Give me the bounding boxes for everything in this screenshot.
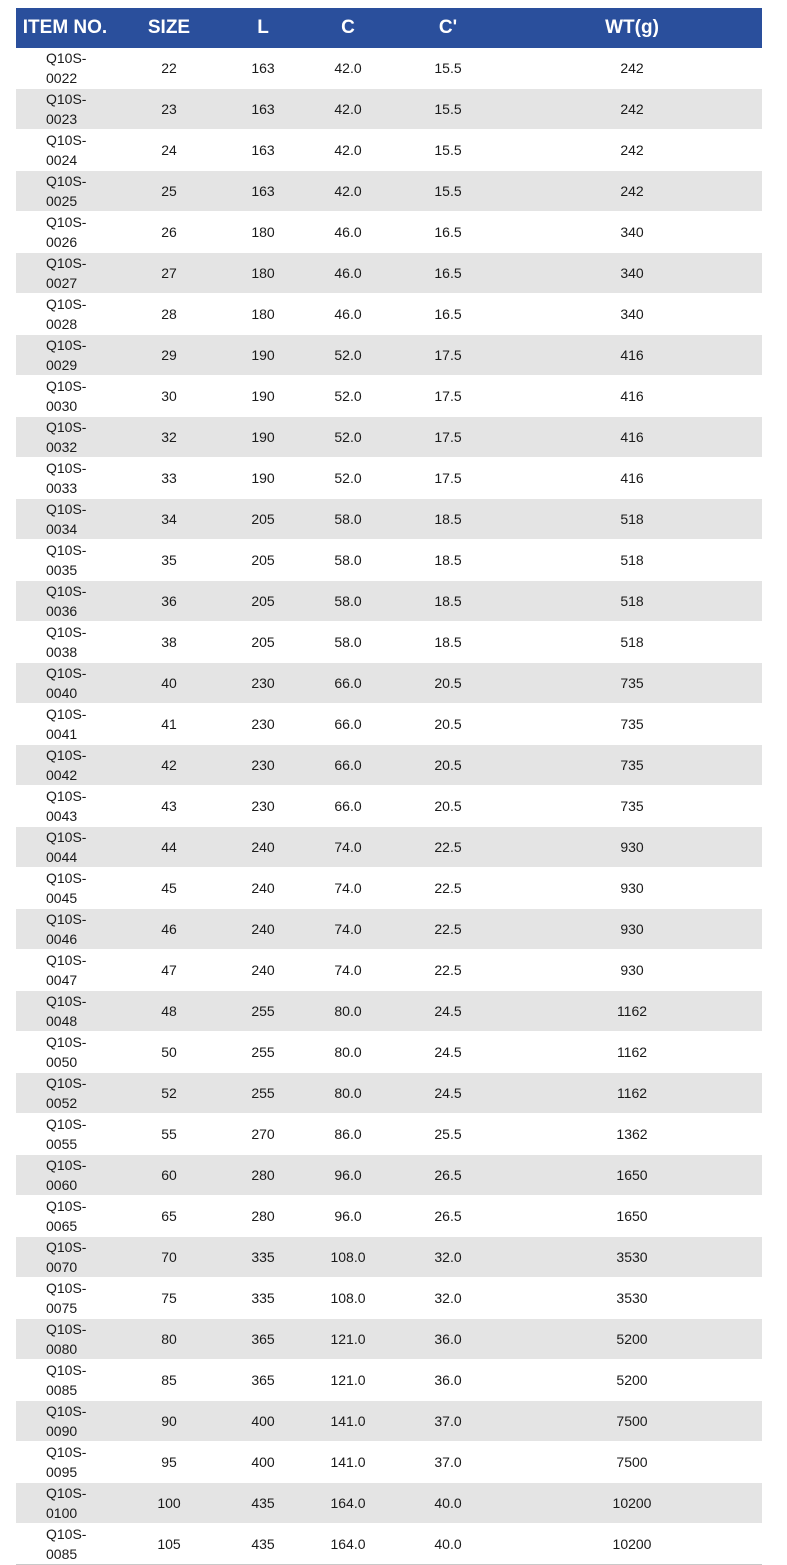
weight-cell: 3530 (502, 1237, 762, 1278)
size-cell: 105 (114, 1524, 224, 1565)
table-row (16, 335, 762, 376)
item-no-cell: Q10S-0024 (16, 130, 114, 171)
table-row (16, 1524, 762, 1565)
c-cell: 58.0 (302, 622, 394, 663)
weight-cell: 340 (502, 253, 762, 294)
c-prime-cell: 24.5 (394, 1032, 502, 1073)
size-cell: 52 (114, 1073, 224, 1114)
c-cell: 52.0 (302, 417, 394, 458)
size-cell: 27 (114, 253, 224, 294)
table-row (16, 704, 762, 745)
l-cell: 240 (224, 868, 302, 909)
weight-cell: 518 (502, 581, 762, 622)
c-prime-cell: 18.5 (394, 540, 502, 581)
c-cell: 80.0 (302, 991, 394, 1032)
c-prime-cell: 22.5 (394, 909, 502, 950)
c-cell: 46.0 (302, 212, 394, 253)
table-row (16, 253, 762, 294)
table-row (16, 1483, 762, 1524)
weight-cell: 518 (502, 622, 762, 663)
c-prime-cell: 22.5 (394, 868, 502, 909)
item-no-cell: Q10S-0029 (16, 335, 114, 376)
item-no-cell: Q10S-0032 (16, 417, 114, 458)
item-no-cell: Q10S-0048 (16, 991, 114, 1032)
table-row (16, 1155, 762, 1196)
table-row (16, 540, 762, 581)
weight-cell: 518 (502, 499, 762, 540)
c-prime-cell: 22.5 (394, 950, 502, 991)
l-cell: 280 (224, 1196, 302, 1237)
size-cell: 44 (114, 827, 224, 868)
c-cell: 141.0 (302, 1401, 394, 1442)
l-cell: 180 (224, 212, 302, 253)
l-cell: 240 (224, 827, 302, 868)
weight-cell: 1650 (502, 1196, 762, 1237)
item-no-cell: Q10S-0035 (16, 540, 114, 581)
weight-cell: 735 (502, 745, 762, 786)
l-cell: 255 (224, 991, 302, 1032)
c-cell: 42.0 (302, 48, 394, 89)
c-prime-cell: 15.5 (394, 171, 502, 212)
weight-cell: 242 (502, 89, 762, 130)
c-prime-cell: 24.5 (394, 991, 502, 1032)
c-cell: 121.0 (302, 1360, 394, 1401)
l-cell: 163 (224, 89, 302, 130)
weight-cell: 340 (502, 294, 762, 335)
table-row (16, 171, 762, 212)
item-no-cell: Q10S-0045 (16, 868, 114, 909)
c-prime-cell: 16.5 (394, 294, 502, 335)
table-row (16, 48, 762, 89)
table-row (16, 1319, 762, 1360)
size-cell: 46 (114, 909, 224, 950)
c-cell: 108.0 (302, 1237, 394, 1278)
l-cell: 240 (224, 950, 302, 991)
table-row (16, 1237, 762, 1278)
size-cell: 33 (114, 458, 224, 499)
l-cell: 240 (224, 909, 302, 950)
item-no-cell: Q10S-0050 (16, 1032, 114, 1073)
table-row (16, 89, 762, 130)
c-prime-cell: 40.0 (394, 1524, 502, 1565)
weight-cell: 7500 (502, 1442, 762, 1483)
size-cell: 30 (114, 376, 224, 417)
c-cell: 42.0 (302, 130, 394, 171)
table-row (16, 868, 762, 909)
item-no-cell: Q10S-0033 (16, 458, 114, 499)
item-no-cell: Q10S-0036 (16, 581, 114, 622)
table-row (16, 294, 762, 335)
item-no-cell: Q10S-0090 (16, 1401, 114, 1442)
l-cell: 435 (224, 1483, 302, 1524)
l-cell: 255 (224, 1032, 302, 1073)
size-cell: 47 (114, 950, 224, 991)
weight-cell: 5200 (502, 1319, 762, 1360)
c-prime-cell: 40.0 (394, 1483, 502, 1524)
size-cell: 50 (114, 1032, 224, 1073)
size-cell: 38 (114, 622, 224, 663)
l-cell: 205 (224, 581, 302, 622)
table-row (16, 745, 762, 786)
table-header (16, 8, 762, 48)
size-cell: 75 (114, 1278, 224, 1319)
table-row (16, 1360, 762, 1401)
l-cell: 190 (224, 417, 302, 458)
item-no-cell: Q10S-0043 (16, 786, 114, 827)
header-c: C (302, 8, 394, 48)
c-cell: 58.0 (302, 581, 394, 622)
c-cell: 86.0 (302, 1114, 394, 1155)
table-body (16, 48, 762, 1565)
item-no-cell: Q10S-0041 (16, 704, 114, 745)
c-prime-cell: 17.5 (394, 417, 502, 458)
item-no-cell: Q10S-0085 (16, 1524, 114, 1565)
c-cell: 52.0 (302, 458, 394, 499)
table-row (16, 909, 762, 950)
size-cell: 29 (114, 335, 224, 376)
l-cell: 365 (224, 1360, 302, 1401)
table-row (16, 1401, 762, 1442)
c-prime-cell: 32.0 (394, 1278, 502, 1319)
c-cell: 46.0 (302, 253, 394, 294)
c-prime-cell: 36.0 (394, 1360, 502, 1401)
item-no-cell: Q10S-0100 (16, 1483, 114, 1524)
c-prime-cell: 18.5 (394, 581, 502, 622)
table-row (16, 950, 762, 991)
c-cell: 74.0 (302, 909, 394, 950)
weight-cell: 1162 (502, 1032, 762, 1073)
weight-cell: 242 (502, 171, 762, 212)
item-no-cell: Q10S-0022 (16, 48, 114, 89)
c-cell: 42.0 (302, 171, 394, 212)
weight-cell: 242 (502, 48, 762, 89)
header-item-no: ITEM NO. (16, 8, 114, 48)
c-cell: 141.0 (302, 1442, 394, 1483)
c-prime-cell: 16.5 (394, 212, 502, 253)
c-cell: 74.0 (302, 827, 394, 868)
table-row (16, 1114, 762, 1155)
c-prime-cell: 36.0 (394, 1319, 502, 1360)
item-no-cell: Q10S-0042 (16, 745, 114, 786)
table-row (16, 786, 762, 827)
weight-cell: 416 (502, 417, 762, 458)
c-prime-cell: 37.0 (394, 1442, 502, 1483)
table-row (16, 663, 762, 704)
item-no-cell: Q10S-0047 (16, 950, 114, 991)
weight-cell: 930 (502, 827, 762, 868)
table-row (16, 991, 762, 1032)
c-cell: 80.0 (302, 1073, 394, 1114)
weight-cell: 735 (502, 786, 762, 827)
size-cell: 65 (114, 1196, 224, 1237)
c-prime-cell: 18.5 (394, 499, 502, 540)
c-cell: 52.0 (302, 376, 394, 417)
l-cell: 400 (224, 1401, 302, 1442)
c-prime-cell: 22.5 (394, 827, 502, 868)
item-no-cell: Q10S-0040 (16, 663, 114, 704)
l-cell: 230 (224, 663, 302, 704)
c-prime-cell: 20.5 (394, 745, 502, 786)
weight-cell: 1162 (502, 1073, 762, 1114)
l-cell: 190 (224, 458, 302, 499)
item-no-cell: Q10S-0046 (16, 909, 114, 950)
table-row (16, 212, 762, 253)
l-cell: 335 (224, 1278, 302, 1319)
l-cell: 400 (224, 1442, 302, 1483)
size-cell: 90 (114, 1401, 224, 1442)
c-prime-cell: 25.5 (394, 1114, 502, 1155)
weight-cell: 735 (502, 663, 762, 704)
item-no-cell: Q10S-0052 (16, 1073, 114, 1114)
weight-cell: 10200 (502, 1483, 762, 1524)
table-row (16, 1073, 762, 1114)
table-row (16, 827, 762, 868)
spec-table (16, 8, 762, 1565)
weight-cell: 340 (502, 212, 762, 253)
l-cell: 230 (224, 786, 302, 827)
item-no-cell: Q10S-0080 (16, 1319, 114, 1360)
c-cell: 66.0 (302, 704, 394, 745)
l-cell: 205 (224, 499, 302, 540)
c-prime-cell: 18.5 (394, 622, 502, 663)
c-prime-cell: 17.5 (394, 376, 502, 417)
item-no-cell: Q10S-0044 (16, 827, 114, 868)
l-cell: 365 (224, 1319, 302, 1360)
l-cell: 205 (224, 540, 302, 581)
size-cell: 45 (114, 868, 224, 909)
c-cell: 74.0 (302, 950, 394, 991)
item-no-cell: Q10S-0038 (16, 622, 114, 663)
c-cell: 42.0 (302, 89, 394, 130)
size-cell: 22 (114, 48, 224, 89)
table-row (16, 376, 762, 417)
l-cell: 335 (224, 1237, 302, 1278)
c-prime-cell: 15.5 (394, 48, 502, 89)
c-cell: 108.0 (302, 1278, 394, 1319)
size-cell: 100 (114, 1483, 224, 1524)
l-cell: 190 (224, 335, 302, 376)
c-cell: 74.0 (302, 868, 394, 909)
weight-cell: 1650 (502, 1155, 762, 1196)
weight-cell: 1162 (502, 991, 762, 1032)
header-c-prime: C' (394, 8, 502, 48)
size-cell: 26 (114, 212, 224, 253)
c-prime-cell: 26.5 (394, 1155, 502, 1196)
c-cell: 121.0 (302, 1319, 394, 1360)
l-cell: 280 (224, 1155, 302, 1196)
c-prime-cell: 20.5 (394, 786, 502, 827)
weight-cell: 930 (502, 909, 762, 950)
c-prime-cell: 20.5 (394, 663, 502, 704)
c-cell: 164.0 (302, 1483, 394, 1524)
size-cell: 95 (114, 1442, 224, 1483)
c-cell: 66.0 (302, 745, 394, 786)
c-prime-cell: 17.5 (394, 458, 502, 499)
item-no-cell: Q10S-0028 (16, 294, 114, 335)
size-cell: 25 (114, 171, 224, 212)
c-cell: 66.0 (302, 786, 394, 827)
c-prime-cell: 15.5 (394, 130, 502, 171)
size-cell: 70 (114, 1237, 224, 1278)
item-no-cell: Q10S-0085 (16, 1360, 114, 1401)
size-cell: 28 (114, 294, 224, 335)
size-cell: 41 (114, 704, 224, 745)
c-cell: 46.0 (302, 294, 394, 335)
c-cell: 66.0 (302, 663, 394, 704)
header-row (16, 8, 762, 48)
size-cell: 32 (114, 417, 224, 458)
table-row (16, 1442, 762, 1483)
size-cell: 55 (114, 1114, 224, 1155)
table-row (16, 1032, 762, 1073)
l-cell: 163 (224, 48, 302, 89)
l-cell: 180 (224, 253, 302, 294)
c-cell: 52.0 (302, 335, 394, 376)
weight-cell: 930 (502, 950, 762, 991)
weight-cell: 416 (502, 458, 762, 499)
table-row (16, 130, 762, 171)
table-row (16, 581, 762, 622)
size-cell: 42 (114, 745, 224, 786)
item-no-cell: Q10S-0026 (16, 212, 114, 253)
l-cell: 180 (224, 294, 302, 335)
weight-cell: 242 (502, 130, 762, 171)
size-cell: 85 (114, 1360, 224, 1401)
weight-cell: 930 (502, 868, 762, 909)
l-cell: 163 (224, 130, 302, 171)
weight-cell: 5200 (502, 1360, 762, 1401)
size-cell: 23 (114, 89, 224, 130)
header-l: L (224, 8, 302, 48)
size-cell: 80 (114, 1319, 224, 1360)
item-no-cell: Q10S-0065 (16, 1196, 114, 1237)
table-row (16, 622, 762, 663)
item-no-cell: Q10S-0075 (16, 1278, 114, 1319)
c-cell: 96.0 (302, 1155, 394, 1196)
item-no-cell: Q10S-0023 (16, 89, 114, 130)
c-prime-cell: 15.5 (394, 89, 502, 130)
weight-cell: 3530 (502, 1278, 762, 1319)
header-weight: WT(g) (502, 8, 762, 48)
item-no-cell: Q10S-0070 (16, 1237, 114, 1278)
c-prime-cell: 16.5 (394, 253, 502, 294)
weight-cell: 7500 (502, 1401, 762, 1442)
c-prime-cell: 26.5 (394, 1196, 502, 1237)
item-no-cell: Q10S-0027 (16, 253, 114, 294)
l-cell: 205 (224, 622, 302, 663)
l-cell: 230 (224, 745, 302, 786)
size-cell: 43 (114, 786, 224, 827)
size-cell: 34 (114, 499, 224, 540)
item-no-cell: Q10S-0055 (16, 1114, 114, 1155)
l-cell: 255 (224, 1073, 302, 1114)
size-cell: 40 (114, 663, 224, 704)
c-prime-cell: 24.5 (394, 1073, 502, 1114)
c-cell: 164.0 (302, 1524, 394, 1565)
weight-cell: 1362 (502, 1114, 762, 1155)
c-prime-cell: 32.0 (394, 1237, 502, 1278)
size-cell: 48 (114, 991, 224, 1032)
size-cell: 24 (114, 130, 224, 171)
l-cell: 435 (224, 1524, 302, 1565)
weight-cell: 10200 (502, 1524, 762, 1565)
l-cell: 270 (224, 1114, 302, 1155)
weight-cell: 416 (502, 376, 762, 417)
size-cell: 60 (114, 1155, 224, 1196)
c-prime-cell: 17.5 (394, 335, 502, 376)
table-row (16, 417, 762, 458)
c-cell: 58.0 (302, 499, 394, 540)
table-row (16, 458, 762, 499)
weight-cell: 735 (502, 704, 762, 745)
weight-cell: 518 (502, 540, 762, 581)
l-cell: 190 (224, 376, 302, 417)
c-cell: 58.0 (302, 540, 394, 581)
item-no-cell: Q10S-0025 (16, 171, 114, 212)
item-no-cell: Q10S-0060 (16, 1155, 114, 1196)
weight-cell: 416 (502, 335, 762, 376)
item-no-cell: Q10S-0095 (16, 1442, 114, 1483)
l-cell: 163 (224, 171, 302, 212)
table-row (16, 499, 762, 540)
c-cell: 96.0 (302, 1196, 394, 1237)
c-prime-cell: 37.0 (394, 1401, 502, 1442)
item-no-cell: Q10S-0030 (16, 376, 114, 417)
header-size: SIZE (114, 8, 224, 48)
l-cell: 230 (224, 704, 302, 745)
size-cell: 36 (114, 581, 224, 622)
table-row (16, 1278, 762, 1319)
item-no-cell: Q10S-0034 (16, 499, 114, 540)
c-prime-cell: 20.5 (394, 704, 502, 745)
size-cell: 35 (114, 540, 224, 581)
c-cell: 80.0 (302, 1032, 394, 1073)
table-row (16, 1196, 762, 1237)
